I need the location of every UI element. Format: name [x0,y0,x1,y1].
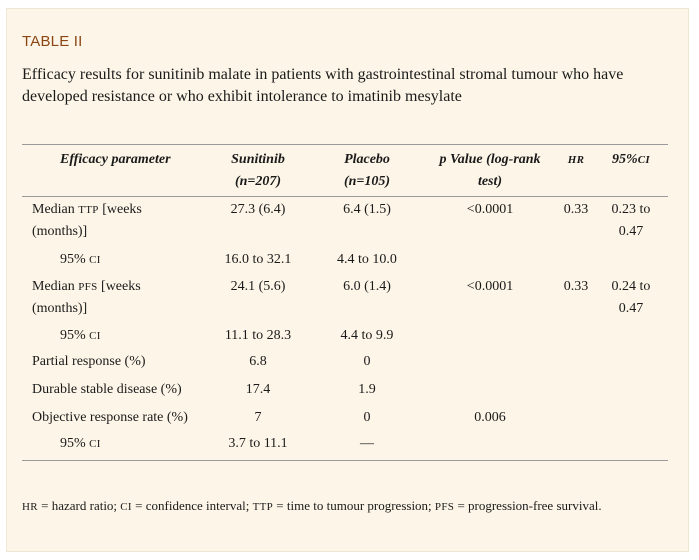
table-label: TABLE II [22,33,83,50]
footnote-hr-text: = hazard ratio; [37,498,121,513]
orr-ci-label-pre: 95% [60,436,90,451]
pfs-ci-line1: 0.24 to [611,279,651,294]
header-pvalue [430,149,550,193]
ttp-hr: 0.33 [563,202,589,217]
ttp-ci-line1: 0.23 to [611,202,651,217]
ttp-ci-label-pre: 95% [60,252,90,267]
orr-label: Objective response rate (%) [32,410,188,425]
footnote-pfs-text: = progression-free survival. [454,498,602,513]
pfs-ci-sunitinib: 11.1 to 28.3 [224,328,292,343]
header-ci [605,149,657,171]
partial-label: Partial response (%) [32,354,146,369]
header-sunitinib-label: Sunitinib [231,152,285,167]
ttp-ci-placebo: 4.4 to 10.0 [337,252,397,267]
orr-ci-label-abbr: CI [89,438,101,450]
header-placebo [327,149,407,193]
table-row-ttp-ci-label [60,249,101,271]
header-ci-percent: 95% [612,152,638,167]
header-placebo-label: Placebo [344,152,390,167]
table-row-ttp-label [32,199,142,243]
pfs-ci-line2: 0.47 [618,301,644,316]
ttp-pvalue: <0.0001 [466,202,514,217]
table-row-pfs-label [32,276,141,320]
footnote-ttp-abbr: TTP [252,501,274,513]
pfs-label-abbr: PFS [78,281,98,293]
table-row-orr-ci-label [60,433,101,455]
footnote-ci-abbr: CI [120,501,132,513]
footnote-ttp-text: = time to tumour progression; [273,498,435,513]
durable-sunitinib: 17.4 [245,382,271,397]
orr-ci-placebo: — [360,436,374,451]
top-rule [22,144,668,145]
pfs-hr: 0.33 [563,279,589,294]
pfs-placebo: 6.0 (1.4) [343,279,391,294]
table-row-pfs-ci-label [60,325,101,347]
footnote-pfs-abbr: PFS [434,501,455,513]
orr-ci-sunitinib: 3.7 to 11.1 [228,436,288,451]
header-parameter: Efficacy parameter [60,152,171,167]
pfs-ci-label-pre: 95% [60,328,90,343]
pfs-sunitinib: 24.1 (5.6) [230,279,286,294]
pfs-ci [605,276,657,320]
orr-pvalue: 0.006 [474,410,506,425]
header-hr-label: HR [567,154,585,166]
header-ci-abbr: CI [637,154,650,166]
pfs-label-post: [weeks [97,279,141,294]
ttp-label-line2: (months)] [32,224,88,239]
ttp-label-pre: Median [32,202,79,217]
header-rule [22,196,668,197]
footnote-ci-text: = confidence interval; [131,498,253,513]
ttp-ci-label-abbr: CI [89,254,101,266]
orr-sunitinib: 7 [254,410,262,425]
orr-placebo: 0 [363,410,371,425]
header-sunitinib-n: (n=207) [234,174,282,189]
ttp-ci-line2: 0.47 [618,224,644,239]
header-placebo-n: (n=105) [343,174,391,189]
header-hr [556,149,596,171]
pfs-label-pre: Median [32,279,79,294]
pfs-ci-placebo: 4.4 to 9.9 [340,328,394,343]
pfs-ci-label-abbr: CI [89,330,101,342]
ttp-placebo: 6.4 (1.5) [343,202,391,217]
partial-sunitinib: 6.8 [249,354,267,369]
pfs-pvalue: <0.0001 [466,279,514,294]
pfs-label-line2: (months)] [32,301,88,316]
footnote-hr-abbr: HR [22,501,38,513]
header-pvalue-line2: test) [477,174,503,189]
table-footnote [22,498,682,514]
partial-placebo: 0 [363,354,371,369]
ttp-ci [605,199,657,243]
ttp-label-post: [weeks [98,202,142,217]
durable-placebo: 1.9 [358,382,376,397]
header-sunitinib [218,149,298,193]
ttp-label-abbr: TTP [78,204,99,216]
ttp-sunitinib: 27.3 (6.4) [230,202,286,217]
durable-label: Durable stable disease (%) [32,382,182,397]
ttp-ci-sunitinib: 16.0 to 32.1 [224,252,292,267]
header-pvalue-line1: p Value (log-rank [439,152,541,167]
table-caption: Efficacy results for sunitinib malate in patients with gastrointestinal stromal tumour who have developed resistance or who exhibit intolerance to imatinib mesylate [22,66,624,105]
bottom-rule [22,460,668,461]
